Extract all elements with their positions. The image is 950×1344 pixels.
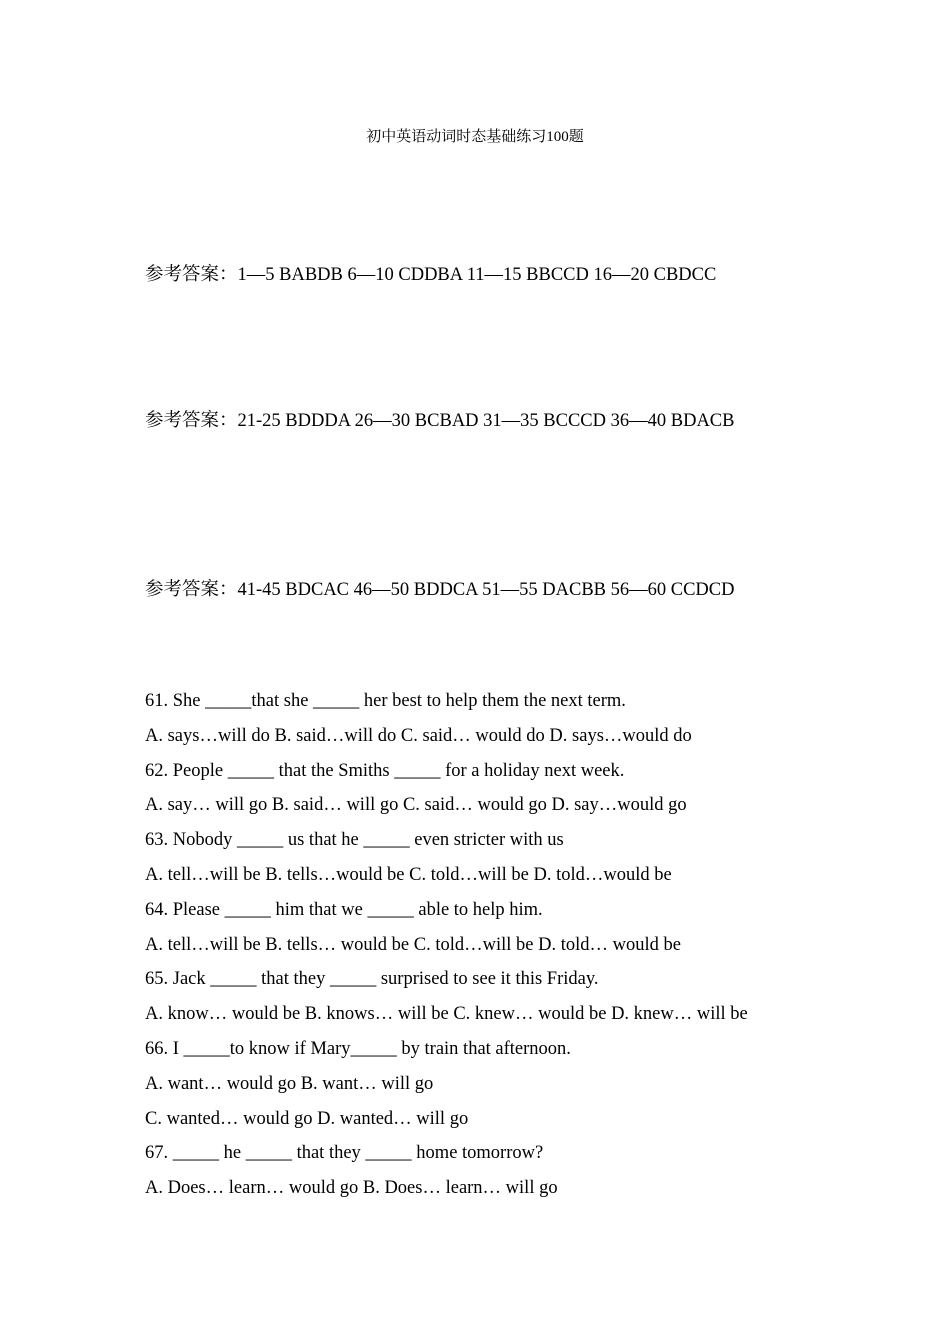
question-options-63: A. tell…will be B. tells…would be C. told…will be D. told…would be [145, 864, 672, 885]
answer-key-line: 参考答案：41-45 BDCAC 46—50 BDDCA 51—55 DACBB 56—60 CCDCD [145, 580, 735, 600]
question-options-66: A. want… would go B. want… will go [145, 1073, 434, 1094]
question-options-61: A. says…will do B. said…will do C. said… would do D. says…would do [145, 725, 692, 746]
question-list [145, 688, 925, 1210]
question-stem-65: 65. Jack _____ that they _____ surprised to see it this Friday. [145, 969, 599, 990]
question-stem-61: 61. She _____that she _____ her best to help them the next term. [145, 691, 626, 711]
question-options-66: C. wanted… would go D. wanted… will go [145, 1108, 469, 1129]
question-options-67: A. Does… learn… would go B. Does… learn… will go [145, 1178, 558, 1199]
question-options-65: A. know… would be B. knows… will be C. knew… would be D. knew… will be [145, 1004, 748, 1025]
question-options-64: A. tell…will be B. tells… would be C. told…will be D. told… would be [145, 934, 681, 955]
page-title: 初中英语动词时态基础练习100题 [366, 129, 584, 145]
answer-key-line: 参考答案：21-25 BDDDA 26—30 BCBAD 31—35 BCCCD 36—40 BDACB [145, 411, 735, 431]
question-stem-64: 64. Please _____ him that we _____ able to help him. [145, 899, 543, 920]
answer-key-line: 参考答案：1—5 BABDB 6—10 CDDBA 11—15 BBCCD 16—20 CBDCC [145, 265, 717, 285]
question-stem-62: 62. People _____ that the Smiths _____ for a holiday next week. [145, 760, 625, 781]
question-stem-67: 67. _____ he _____ that they _____ home tomorrow? [145, 1143, 544, 1164]
question-options-62: A. say… will go B. said… will go C. said… would go D. say…would go [145, 795, 687, 816]
question-stem-63: 63. Nobody _____ us that he _____ even stricter with us [145, 830, 564, 851]
question-stem-66: 66. I _____to know if Mary_____ by train that afternoon. [145, 1038, 571, 1059]
